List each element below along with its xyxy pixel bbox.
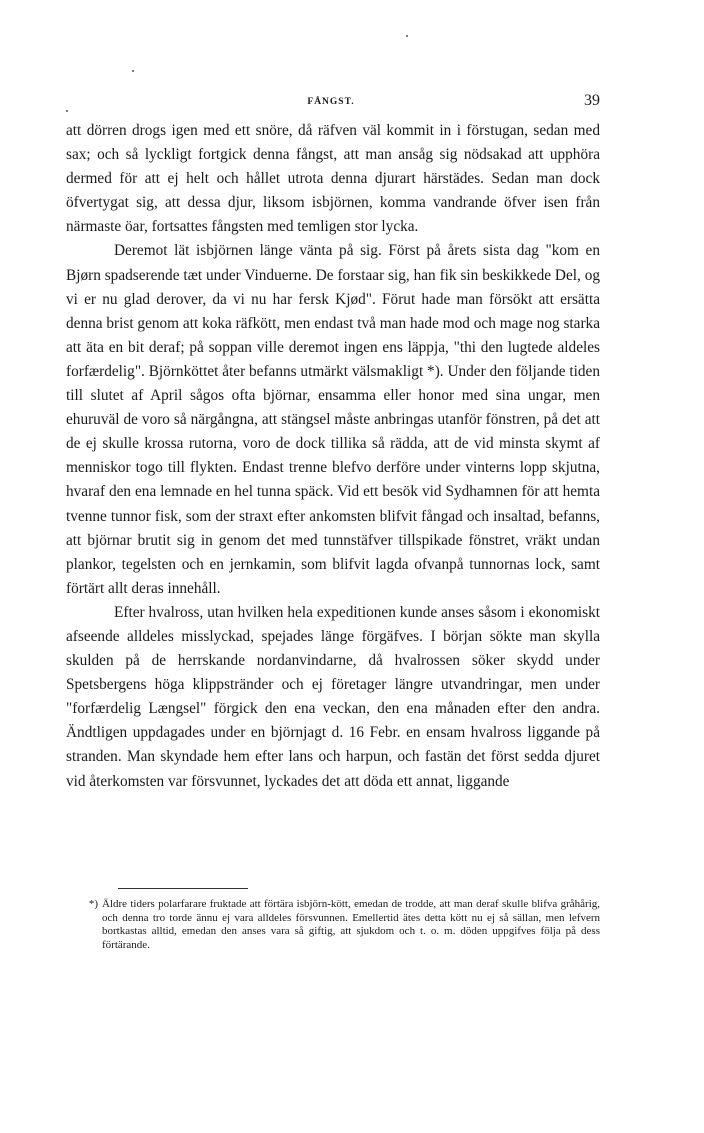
running-head [62,92,600,112]
footnote-mark: *) [88,898,98,910]
footnote-text: Äldre tiders polarfarare fruktade att förtära isbjörn-kött, emedan de trodde, att man deraf skulle blifva gråhårig, och denna tro torde ännu ej vara alldeles försvunnen. Emellertid ätes detta kött nu ej så sällan, men lefvern bortkastas alltid, emedan den anses vara så giftig, att sjukdom och t. o. m. döden uppgifves följa på dess förtärande. [102,898,600,951]
page-number: 39 [584,92,600,109]
running-title: FÅNGST. [307,97,355,107]
paper-speck [132,70,134,72]
paragraph-3: Efter hvalross, utan hvilken hela expeditionen kunde anses såsom i ekonomiskt afseende alldeles misslyckad, spejades länge förgäfves. I början sökte man skylla skulden på de herrskande nordanvindarne, då hvalrossen söker skydd under Spetsbergens höga klippstränder och ej företager längre utvandringar, men under "forfærdelig Længsel" förgick den ena veckan, den ena månaden efter den andra. Ändtligen uppdagades under en björnjagt d. 16 Febr. en ensam hvalross liggande på stranden. Man skyndade hem efter lans och harpun, och fastän det först sedda djuret vid återkomsten var försvunnet, lyckades det att döda ett annat, liggande [66,603,600,790]
footnote [68,898,600,952]
paper-speck [66,110,68,112]
paragraph-1: att dörren drogs igen med ett snöre, då räfven väl kommit in i förstugan, sedan med sax; och så lyckligt fortgick denna fångst, att man ansåg sig nödsakad att upphöra dermed för att ej helt och hållet utrota denna djurart härstädes. Sedan man dock öfvertygat sig, att dessa djur, liksom isbjörnen, komma vandrande öfver isen från närmaste öar, fortsattes fångsten med temligen stor lycka. [66,122,600,236]
body-text [66,119,600,794]
paper-speck [406,35,408,37]
footnote-divider [118,888,248,889]
paragraph-2: Deremot lät isbjörnen länge vänta på sig. Först på årets sista dag "kom en Bjørn spadserende tæt under Vinduerne. De forstaar sig, han fik sin beskikkede Del, og vi er nu glad derover, da vi nu har fersk Kjød". Förut hade man försökt att ersätta denna brist genom att koka räfkött, men endast två man hade mod och mage nog starka att äta en bit deraf; på soppan ville deremot ingen ens läppja, "thi den lugtede aldeles forfærdelig". Björnköttet åter befanns utmärkt välsmakligt *). Under den följande tiden till slutet af April sågos ofta björnar, ensamma eller honor med sina ungar, men ehuruväl de voro så närgångna, att stängsel måste anbringas utanför fönstren, på det att de ej skulle krossa rutorna, voro de dock tillika så rädda, att de vid minsta skymt af menniskor togo till flykten. Endast trenne blefvo derföre under vinterns lopp skjutna, hvaraf den ena lemnade en hel tunna späck. Vid ett besök vid Sydhamnen för att hemta tvenne tunnor fisk, som der straxt efter ankomsten blifvit fångad och insaltad, befanns, att björnar brutit sig in genom det med tunnstäfver tillspikade fönstret, vräkt undan plankor, tegelsten och en jernkamin, som blifvit lagda ofvanpå tunnornas lock, samt förtärt allt deras innehåll. [66,242,600,597]
